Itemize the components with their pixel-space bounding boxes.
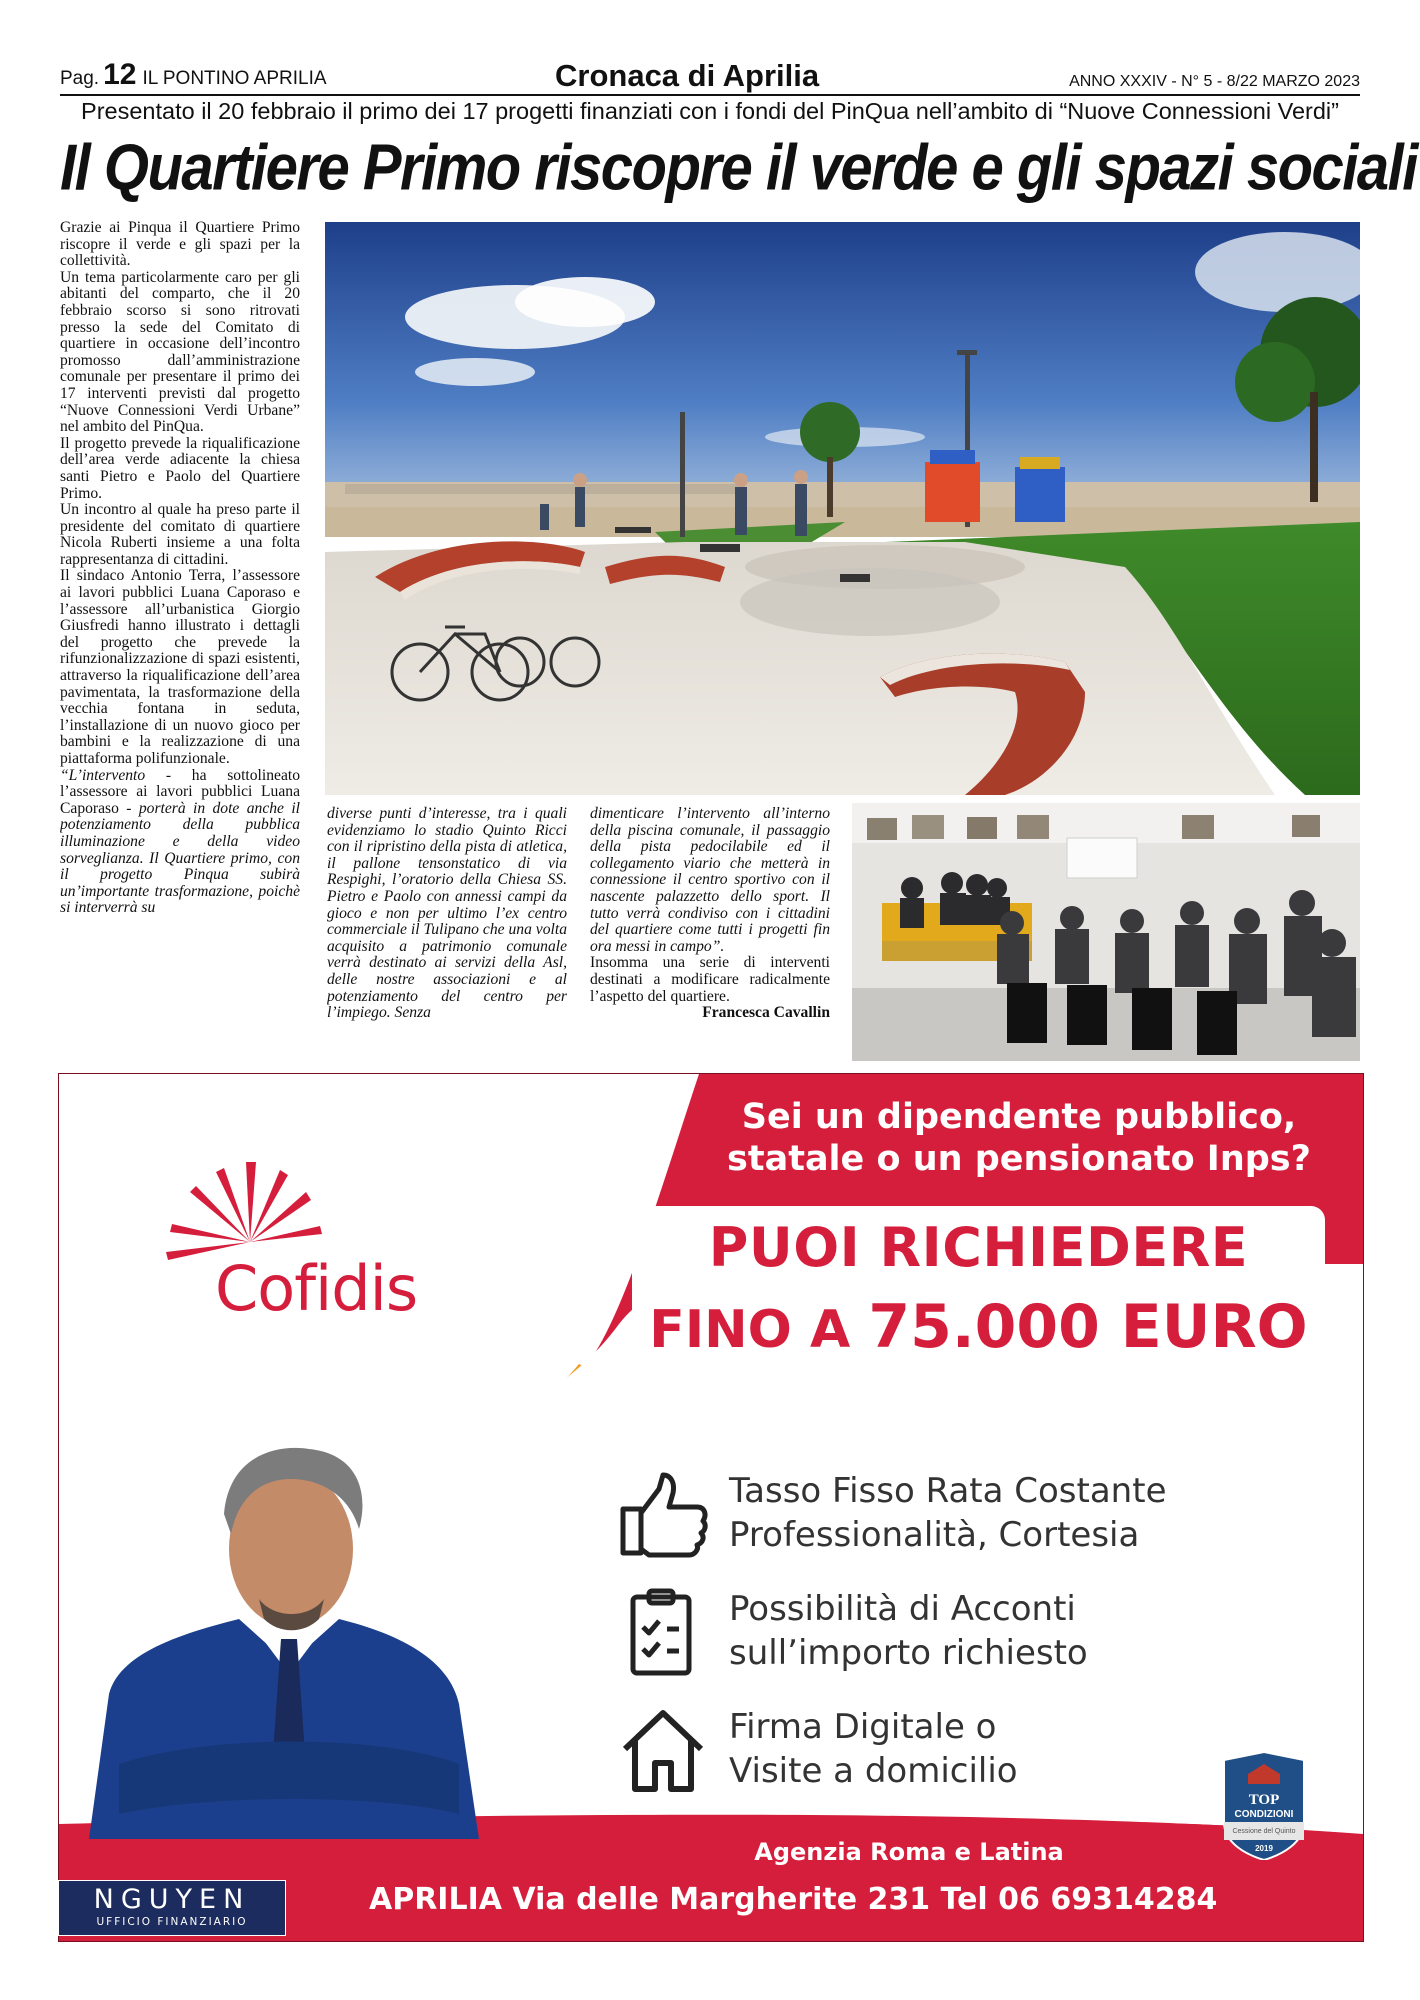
quote-paragraph bbox=[60, 768, 300, 917]
top-condizioni-badge bbox=[1218, 1752, 1310, 1860]
article-byline: Francesca Cavallin bbox=[702, 1004, 830, 1022]
badge-title: TOP bbox=[1248, 1792, 1280, 1808]
paragraph: Un incontro al quale ha preso parte il presidente del comitato di quartiere Nicola Ruberti insieme a una folta rappresentanza di cittadini. bbox=[60, 501, 300, 568]
ad-offer-line-2 bbox=[632, 1292, 1325, 1362]
paragraph: Il progetto prevede la riqualificazione dell’area verde adiacente la chiesa santi Pietro e Paolo del Quartiere Primo. bbox=[60, 434, 300, 502]
section-title: Cronaca di Aprilia bbox=[555, 58, 820, 93]
cofidis-logo bbox=[120, 1142, 510, 1325]
paragraph: Grazie ai Pinqua il Quartiere Primo riscopre il verde e gli spazi per la collettività. bbox=[60, 220, 300, 270]
nguyen-subtitle: UFFICIO FINANZIARIO bbox=[96, 1916, 248, 1928]
benefit-item bbox=[619, 1469, 1339, 1587]
quote-continuation: dimenticare l’intervento all’interno della piscina comunale, il passaggio della pista pedocilabile ed il collegamento viario che metterà in connessione il centro sportivo con il nascente palazzetto dello sport. Il tutto verrà condiviso con i cittadini del quartiere come tutti i progetti fin ora messi in campo”. bbox=[590, 806, 830, 955]
clipboard-checklist-icon bbox=[619, 1587, 709, 1677]
ad-question-line-2: statale o un pensionato Inps? bbox=[727, 1139, 1311, 1179]
thumbs-up-icon bbox=[619, 1469, 709, 1559]
benefit-line: Tasso Fisso Rata Costante bbox=[729, 1471, 1167, 1511]
benefit-line: Visite a domicilio bbox=[729, 1751, 1018, 1791]
park-project-render bbox=[325, 222, 1360, 795]
article-headline: Il Quartiere Primo riscopre il verde e gli spazi sociali bbox=[60, 131, 1417, 204]
house-icon bbox=[619, 1705, 709, 1795]
paragraph: diverse punti d’interesse, tra i quali evidenziamo lo stadio Quinto Ricci con il ripristino della pista di atletica, il pallone tensonstatico di via Respighi, l’oratorio della Chiesa SS. Pietro e Paolo con annessi campi da gioco e non per ultimo l’ex centro commerciale il Tulipano che una volta acquisito a patrimonio comunale verrà destinato ai servizi della Asl, delle nostre associazioni e al potenziamento del centro per l’impiego. Senza bbox=[327, 806, 567, 1022]
benefit-text bbox=[729, 1705, 1018, 1793]
benefit-line: sull’importo richiesto bbox=[729, 1633, 1088, 1673]
article-column-1 bbox=[60, 220, 300, 1058]
benefit-text bbox=[729, 1587, 1088, 1675]
quote-text: porterà in dote anche il potenziamento della pubblica illuminazione e della video sorveglianza. Il Quartiere primo, con il progetto Pinqua subirà un’importante trasformazione, poichè si interverrà su bbox=[60, 799, 300, 917]
quote-open: “L’intervento bbox=[60, 766, 146, 784]
publication-name: IL PONTINO APRILIA bbox=[142, 68, 327, 89]
ad-offer-line-1: PUOI RICHIEDERE bbox=[708, 1216, 1249, 1279]
ad-question-line-1: Sei un dipendente pubblico, bbox=[741, 1097, 1297, 1137]
ad-agency: Agenzia Roma e Latina bbox=[754, 1838, 1064, 1866]
paragraph: Il sindaco Antonio Terra, l’assessore ai lavori pubblici Luana Caporaso e l’assessore all’urbanistica Giorgio Giusfredi hanno illustrato i dettagli del progetto che prevede la rifunzionalizzazione di spazi esistenti, attraverso la riqualificazione dell’area pavimentata, la trasformazione della vecchia fontana in seduta, l’installazione di un nuovo gioco per bambini e la realizzazione di una piattaforma polifunzionale. bbox=[60, 567, 300, 767]
ad-question bbox=[699, 1096, 1339, 1180]
ad-offer-amount: 75.000 EURO bbox=[868, 1292, 1308, 1362]
badge-category: Cessione del Quinto bbox=[1232, 1828, 1296, 1835]
ad-offer-prefix: FINO A bbox=[649, 1300, 869, 1360]
ad-offer-box bbox=[632, 1206, 1325, 1376]
nguyen-name: NGUYEN bbox=[93, 1884, 251, 1915]
benefit-line: Professionalità, Cortesia bbox=[729, 1515, 1140, 1555]
paragraph: Un tema particolarmente caro per gli abitanti del comparto, che il 20 febbraio scorso si sono ritrovati presso la sede del Comitato di quartiere in occasione dell’incontro promosso dall’amministrazione comunale per presentare il primo dei 17 interventi previsti dal progetto “Nuove Connessioni Verdi Urbane” nel ambito del PinQua. bbox=[60, 268, 300, 436]
badge-year: 2019 bbox=[1255, 1844, 1273, 1853]
page-prefix: Pag. bbox=[60, 68, 100, 89]
cofidis-wordmark: Cofidis bbox=[215, 1252, 418, 1325]
article-column-3 bbox=[590, 806, 830, 1058]
meeting-photo bbox=[852, 803, 1360, 1061]
ad-address: APRILIA Via delle Margherite 231 Tel 06 69314284 bbox=[369, 1882, 1218, 1917]
benefit-text bbox=[729, 1469, 1166, 1557]
issue-info: ANNO XXXIV - N° 5 - 8/22 MARZO 2023 bbox=[1069, 73, 1360, 90]
paragraph: Insomma una serie di interventi destinati a modificare radicalmente l’aspetto del quartiere. bbox=[590, 954, 830, 1005]
benefit-line: Firma Digitale o bbox=[729, 1707, 997, 1747]
nguyen-logo bbox=[58, 1880, 286, 1936]
article-kicker: Presentato il 20 febbraio il primo dei 17 progetti finanziati con i fondi del PinQua nell’ambito di “Nuove Connessioni Verdi” bbox=[81, 98, 1339, 124]
page-header-left bbox=[60, 58, 327, 92]
article-column-2 bbox=[327, 806, 567, 1058]
page-number: 12 bbox=[103, 58, 137, 91]
benefit-line: Possibilità di Acconti bbox=[729, 1589, 1076, 1629]
page-header bbox=[60, 58, 1360, 96]
badge-subtitle: CONDIZIONI bbox=[1234, 1809, 1294, 1820]
benefit-item bbox=[619, 1587, 1339, 1705]
quote-attribution: - ha sottolineato l’assessore ai lavori pubblici Luana Caporaso - bbox=[60, 766, 300, 817]
